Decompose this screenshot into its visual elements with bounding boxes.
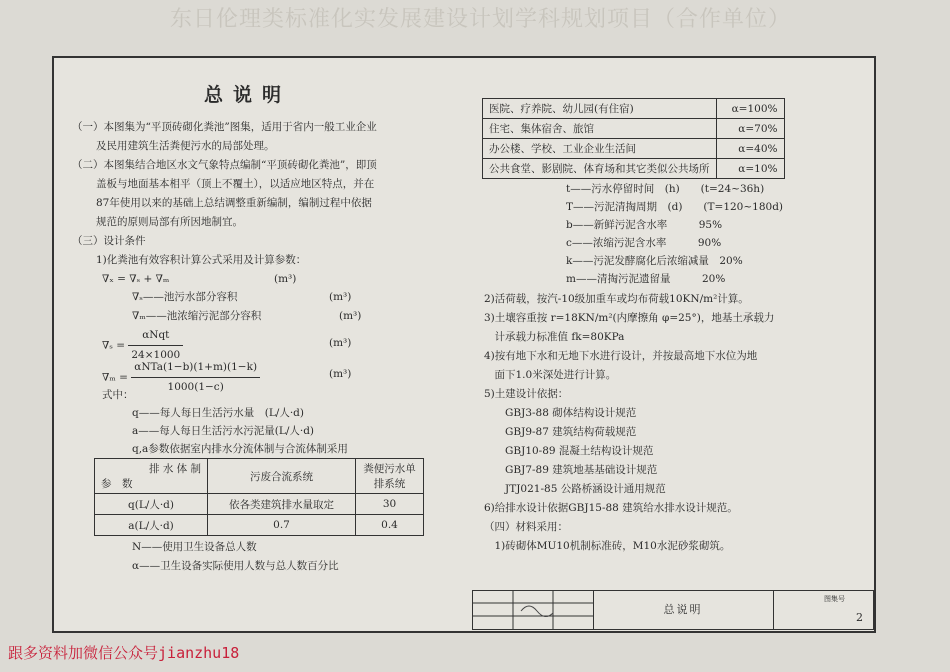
table-cell: a(L/人·d) (95, 515, 208, 536)
table-cell: α=10% (716, 159, 784, 179)
faded-header: 东日伦理类标准化实发展建设计划学科规划项目（合作单位） (170, 7, 792, 32)
table-row (95, 515, 424, 536)
def-vm: ∇ₘ——池浓缩污泥部分容积 (132, 310, 262, 322)
intro-line: （三）设计条件 (72, 235, 146, 247)
table-corner-cell (95, 459, 208, 494)
param-line: c——浓缩污泥含水率 90% (566, 237, 722, 249)
note-line: JTJ021-85 公路桥涵设计通用规范 (484, 483, 666, 495)
formula-unit: (m³) (274, 273, 297, 285)
intro-line: （二）本图集结合地区水文气象特点编制“平顶砖砌化粪池”，即顶 (72, 159, 377, 171)
def-vs: ∇ₛ——池污水部分容积 (132, 291, 238, 303)
formula-vs-num: αNqt (128, 326, 183, 346)
formula-vm-fraction (131, 358, 260, 397)
table-row (483, 99, 785, 119)
title-block (472, 590, 874, 630)
alpha-table (482, 98, 785, 179)
unit-vs: (m³) (329, 291, 352, 303)
note-line: 5)土建设计依据： (484, 388, 569, 400)
def-qa: q,a参数依据室内排水分流体制与合流体制采用 (132, 443, 348, 455)
table-cell: α=70% (716, 119, 784, 139)
formula-vm-num: αNTa(1−b)(1+m)(1−k) (131, 358, 260, 378)
qa-param-table (94, 458, 424, 536)
corner-bottom: 参 数 (101, 478, 133, 490)
intro-line: 87年使用以来的基础上总结调整重新编制，编制过程中依据 (96, 197, 372, 209)
formula-vm-left: ∇ₘ = (102, 371, 128, 384)
note-line: GBJ10-89 混凝土结构设计规范 (484, 445, 654, 457)
table-row (483, 139, 785, 159)
note-line: GBJ9-87 建筑结构荷载规范 (484, 426, 637, 438)
atlas-no-label: 图集号 (824, 595, 845, 603)
table-cell: q(L/人·d) (95, 494, 208, 515)
unit-vm: (m³) (339, 310, 362, 322)
unit-f3: (m³) (329, 368, 352, 380)
intro-line: 规范的原则局部有所因地制宜。 (96, 216, 243, 228)
table-cell: 办公楼、学校、工业企业生活间 (483, 139, 717, 159)
def-alpha: α——卫生设备实际使用人数与总人数百分比 (132, 560, 339, 572)
table-cell: 30 (356, 494, 424, 515)
formula-vm-den: 1000(1−c) (167, 381, 224, 393)
formula-vs-den: 24×1000 (131, 349, 181, 361)
formula-vs-left: ∇ₛ = (102, 339, 126, 352)
note-line: 6)给排水设计依据GBJ15-88 建筑给水排水设计规范。 (484, 502, 738, 514)
table-cell: α=100% (716, 99, 784, 119)
table-cell: 医院、疗养院、幼儿园(有住宿) (483, 99, 717, 119)
param-line: m——清掏污泥遗留量 20% (566, 273, 726, 285)
intro-line: 盖板与地面基本相平（顶上不覆土），以适应地区特点，并在 (96, 178, 375, 190)
table-cell: 0.7 (208, 515, 356, 536)
note-line: 3)土壤容重按 r=18KN/m²(内摩擦角 φ=25°)，地基土承载力 (484, 312, 775, 324)
table-cell: α=40% (716, 139, 784, 159)
col-header: 污废合流系统 (208, 459, 356, 494)
unit-f2: (m³) (329, 337, 352, 349)
drawing-sheet (52, 56, 876, 633)
table-cell: 依各类建筑排水量取定 (208, 494, 356, 515)
note-line: 计承载力标准值 fk=80KPa (484, 331, 625, 343)
formula-main: ∇ₓ = ∇ₛ + ∇ₘ (102, 273, 170, 285)
note-line: GBJ7-89 建筑地基基础设计规范 (484, 464, 658, 476)
note-line: 2)活荷载，按汽-10级加重车或均布荷载10KN/m²计算。 (484, 293, 749, 305)
page-title: 总说明 (204, 84, 292, 106)
table-row (483, 119, 785, 139)
table-cell: 住宅、集体宿舍、旅馆 (483, 119, 717, 139)
intro-line: （一）本图集为“平顶砖砌化粪池”图集，适用于省内一般工业企业 (72, 121, 377, 133)
def-q: q——每人每日生活污水量 (L/人·d) (132, 407, 304, 419)
signature-area (473, 591, 594, 629)
intro-line: 及民用建筑生活粪便污水的局部处理。 (96, 140, 275, 152)
table-row (483, 159, 785, 179)
param-line: T——污泥清掏周期 (d) (T=120~180d) (566, 201, 784, 213)
watermark-text: 跟多资料加微信公众号jianzhu18 (8, 644, 240, 662)
corner-top: 排 水 体 制 (148, 463, 201, 475)
right-notes (484, 290, 864, 556)
drawing-name: 总说明 (593, 591, 774, 629)
param-line: t——污水停留时间 (h) (t=24~36h) (566, 183, 765, 195)
intro-line: 1)化粪池有效容积计算公式采用及计算参数： (96, 254, 307, 266)
note-line: 面下1.0米深处进行计算。 (484, 369, 617, 381)
param-line: k——污泥发酵腐化后浓缩减量 20% (566, 255, 743, 267)
signature-grid-icon (473, 591, 593, 629)
table-cell: 公共食堂、影剧院、体育场和其它类似公共场所 (483, 159, 717, 179)
table-cell: 0.4 (356, 515, 424, 536)
intro-text (72, 118, 462, 270)
table-row (95, 494, 424, 515)
col-header: 粪便污水单排系统 (356, 459, 424, 494)
def-n: N——使用卫生设备总人数 (132, 541, 257, 553)
where-label: 式中： (102, 389, 134, 401)
page-number: 2 (856, 611, 863, 624)
note-line: 4)按有地下水和无地下水进行设计，并按最高地下水位为地 (484, 350, 758, 362)
def-a: a——每人每日生活污水污泥量(L/人·d) (132, 425, 315, 437)
param-line: b——新鲜污泥含水率 95% (566, 219, 723, 231)
note-line: 1)砖砌体MU10机制标准砖，M10水泥砂浆砌筑。 (484, 540, 731, 552)
note-line: （四）材料采用： (484, 521, 568, 533)
note-line: GBJ3-88 砌体结构设计规范 (484, 407, 637, 419)
